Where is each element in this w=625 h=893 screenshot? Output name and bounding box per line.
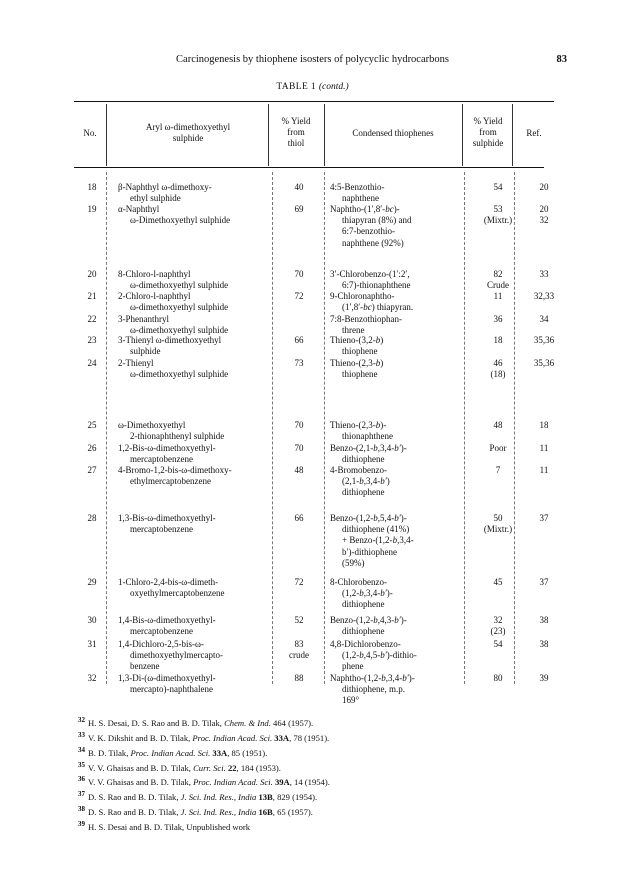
condensed-thiophene-line: 6:7-benzothio- [342,226,395,237]
aryl-sulphide-line: ω-dimethoxyethyl sulphide [130,369,229,380]
aryl-sulphide-line: 1,4-Dichloro-2,5-bis-ω- [118,639,204,649]
footnote-text: B. D. Tilak, Proc. Indian Acad. Sci. 33A, 85 (1951). [88,747,268,758]
body-divider [106,172,107,684]
yield-from-thiol: 73 [294,358,304,368]
condensed-thiophene-line: naphthene [342,193,379,204]
condensed-thiophene-line: 6:7)-thionaphthene [342,280,411,291]
row-number: 29 [87,577,97,587]
yield-from-sulphide: 7 [495,465,501,475]
aryl-sulphide-line: ethylmercaptobenzene [130,476,211,487]
table-caption-contd: (contd.) [318,82,349,92]
col-header-line: from [287,127,305,137]
condensed-thiophene-line: dithiophene [342,626,385,637]
yield-from-thiol: 70 [294,420,304,430]
row-number: 30 [87,615,97,625]
footnote-number: 34 [78,745,85,754]
row-number: 26 [87,443,97,453]
col-header-condensed: Condensed thiophenes [352,128,434,138]
condensed-thiophene-line: Benzo-(1,2-b,5,4-b′)- [330,513,407,523]
yield-from-sulphide: 18 [493,335,503,345]
condensed-thiophene-line: Benzo-(2,1-b,3,4-b′)- [330,443,407,453]
page-number: 83 [556,54,567,65]
footnote [78,818,558,833]
condensed-thiophene-line: Benzo-(1,2-b,4,3-b′)- [330,615,407,625]
col-header-aryl-line: sulphide [172,133,204,143]
reference-number: 18 [539,420,549,430]
row-number: 24 [87,358,97,368]
yield-from-sulphide: 45 [493,577,503,587]
condensed-thiophene-line: 4:5-Benzothio- [330,182,385,192]
footnote-number: 37 [78,790,85,799]
footnote-text: D. S. Rao and B. D. Tilak, J. Sci. Ind. Res., India 13B, 829 (1954). [88,792,318,803]
reference-number: 20 [539,204,549,214]
row-number: 32 [87,673,97,683]
reference-number: 20 [539,182,549,192]
yield-from-thiol: 83 [294,639,304,649]
condensed-thiophene-line: 4-Bromobenzo- [330,465,387,475]
aryl-sulphide-line: 2-Chloro-l-naphthyl [118,291,191,301]
yield-from-thiol: 69 [294,204,304,214]
footnote [78,803,558,818]
aryl-sulphide-line: benzene [130,661,160,672]
reference-number: 37 [539,577,549,587]
header-divider [106,104,107,166]
yield-from-thiol: 70 [294,443,304,453]
reference-number: 35,36 [533,335,555,345]
condensed-thiophene-line: + Benzo-(1,2-b,3,4- [342,535,414,546]
condensed-thiophene-line: Naphtho-(1′,8′-bc)- [330,204,400,214]
reference-number: 32,33 [533,291,555,301]
col-header-aryl-line: Aryl ω-dimethoxyethyl [145,122,231,132]
footnote-text: V. K. Dikshit and B. D. Tilak, Proc. Indian Acad. Sci. 33A, 78 (1951). [88,732,330,743]
reference-number: 11 [539,443,549,453]
condensed-thiophene-line: dithiophene [342,454,385,465]
condensed-thiophene-line: dithiophene [342,599,385,610]
yield-from-thiol: 88 [294,673,304,683]
reference-number: 35,36 [533,358,555,368]
condensed-thiophene-line: 7:8-Benzothiophan- [330,314,402,324]
aryl-sulphide-line: 1,3-Bis-ω-dimethoxyethyl- [118,513,216,523]
yield-from-sulphide: 82 [493,269,503,279]
col-header-no: No. [83,128,97,138]
condensed-thiophene-line: thiophene [342,346,378,357]
condensed-thiophene-line: threne [342,325,365,336]
condensed-thiophene-line: Naphtho-(1,2-b,3,4-b′)- [330,673,415,683]
table-caption-label: TABLE 1 [276,82,317,92]
yield-from-sulphide: (Mixtr.) [483,215,513,226]
aryl-sulphide-line: sulphide [130,346,161,357]
col-header-line: % Yield [473,116,503,126]
reference-number: 37 [539,513,549,523]
yield-from-thiol: 72 [294,577,304,587]
table-top-rule [74,101,554,102]
aryl-sulphide-line: mercaptobenzene [130,524,193,535]
condensed-thiophene-line: (59%) [342,557,365,568]
footnote-number: 36 [78,775,85,784]
row-number: 19 [87,204,97,214]
aryl-sulphide-line: 2-Thienyl [118,358,154,368]
yield-from-thiol: 66 [294,513,304,523]
aryl-sulphide-line: 1,4-Bis-ω-dimethoxyethyl- [118,615,216,625]
col-header-yield-thiol [268,116,324,149]
footnote-number: 33 [78,730,85,739]
condensed-thiophene-line: thiophene [342,369,378,380]
yield-from-thiol: 40 [294,182,304,192]
yield-from-sulphide: 46 [493,358,503,368]
footnote-number: 32 [78,716,85,724]
condensed-thiophene-line: 169° [342,695,360,706]
footnote [78,759,558,774]
aryl-sulphide-line: 8-Chloro-l-naphthyl [118,269,191,279]
yield-from-sulphide: Poor [489,443,507,453]
yield-from-sulphide: 53 [493,204,503,214]
aryl-sulphide-line: 1,3-Di-(ω-dimethoxyethyl- [118,673,216,683]
footnote [78,744,558,759]
condensed-thiophene-line: dithiophene (41%) [342,524,410,535]
condensed-thiophene-line: naphthene (92%) [342,237,404,248]
condensed-thiophene-line: (1,2-b,3,4-b′)- [342,588,393,599]
aryl-sulphide-line: 2-thionaphthenyl sulphide [130,431,225,442]
aryl-sulphide-line: 3-Phenanthryl [118,314,169,324]
yield-from-thiol: 70 [294,269,304,279]
footnote [78,729,558,744]
yield-from-thiol: crude [289,650,309,661]
yield-from-thiol: 72 [294,291,304,301]
running-title: Carcinogenesis by thiophene isosters of polycyclic hydrocarbons [176,54,449,65]
condensed-thiophene-line: Thieno-(3,2-b) [330,335,384,345]
condensed-thiophene-line: thionaphthene [342,431,393,442]
row-number: 18 [87,182,97,192]
yield-from-sulphide: 54 [493,639,503,649]
footnote-number: 35 [78,760,85,769]
condensed-thiophene-line: Thieno-(2,3-b)- [330,420,387,430]
condensed-thiophene-line: (2,1-b,3,4-b′) [342,476,390,487]
col-header-line: sulphide [472,138,504,148]
row-number: 21 [87,291,97,301]
yield-from-thiol: 52 [294,615,304,625]
row-number: 23 [87,335,97,345]
condensed-thiophene-line: b′)-dithiophene [342,546,397,557]
aryl-sulphide-line: ω-Dimethoxyethyl sulphide [130,215,231,226]
aryl-sulphide-line: 4-Bromo-1,2-bis-ω-dimethoxy- [118,465,232,475]
reference-number: 34 [539,314,549,324]
footnote-number: 39 [78,820,85,829]
aryl-sulphide-line: 3-Thienyl ω-dimethoxyethyl [118,335,222,345]
aryl-sulphide-line: mercaptobenzene [130,626,193,637]
condensed-thiophene-line: phene [342,661,364,672]
reference-number: 11 [539,465,549,475]
footnote [78,788,558,803]
row-number: 28 [87,513,97,523]
aryl-sulphide-line: dimethoxyethylmercapto- [130,650,223,661]
yield-from-sulphide: 54 [493,182,503,192]
aryl-sulphide-line: ω-Dimethoxyethyl [118,420,186,430]
yield-from-sulphide: Crude [487,280,509,291]
row-number: 31 [87,639,97,649]
condensed-thiophene-line: dithiophene, m.p. [342,684,405,695]
yield-from-sulphide: 36 [493,314,503,324]
aryl-sulphide-line: ω-dimethoxyethyl sulphide [130,280,229,291]
condensed-thiophene-line: 8-Chlorobenzo- [330,577,387,587]
yield-from-thiol: 66 [294,335,304,345]
condensed-thiophene-line: thiapyran (8%) and [342,215,412,226]
col-header-line: % Yield [281,116,311,126]
condensed-thiophene-line: (1′,8′-bc) thiapyran. [342,302,414,313]
col-header-line: from [479,127,497,137]
reference-number: 33 [539,269,549,279]
reference-number: 38 [539,639,549,649]
col-header-yield-sulphide [462,116,514,149]
footnote-number: 38 [78,805,85,814]
footnote [78,714,558,729]
aryl-sulphide-line: β-Naphthyl ω-dimethoxy- [118,182,212,192]
yield-from-sulphide: 32 [493,615,503,625]
condensed-thiophene-line: (1,2-b,4,5-b′)-dithio- [342,650,417,661]
row-number: 22 [87,314,97,324]
table-caption [0,82,625,92]
yield-from-sulphide: 50 [493,513,503,523]
body-divider [324,172,325,684]
row-number: 20 [87,269,97,279]
aryl-sulphide-line: mercaptobenzene [130,454,193,465]
condensed-thiophene-line: 9-Chloronaphtho- [330,291,395,301]
condensed-thiophene-line: Thieno-(2,3-b) [330,358,384,368]
footnote-text: V. V. Ghaisas and B. D. Tilak, Curr. Sci. 22, 184 (1953). [88,762,281,773]
col-header-line: thiol [287,138,305,148]
reference-number: 32 [539,215,549,226]
footnote-text: V. V. Ghaisas and B. D. Tilak, Proc. Indian Acad. Sci. 39A, 14 (1954). [88,777,330,788]
row-number: 25 [87,420,97,430]
aryl-sulphide-line: 1-Chloro-2,4-bis-ω-dimeth- [118,577,219,587]
yield-from-sulphide: (23) [490,626,506,637]
footnote-text: H. S. Desai, D. S. Rao and B. D. Tilak, Chem. & Ind. 464 (1957). [88,717,314,728]
col-header-ref: Ref. [526,128,542,138]
condensed-thiophene-line: 3′-Chlorobenzo-(1′:2′, [330,269,410,279]
condensed-thiophene-line: 4,8-Dichlorobenzo- [330,639,401,649]
aryl-sulphide-line: oxyethylmercaptobenzene [130,588,225,599]
yield-from-sulphide: 11 [493,291,503,301]
yield-from-sulphide: (Mixtr.) [483,524,513,535]
reference-number: 39 [539,673,549,683]
yield-from-sulphide: (18) [490,369,506,380]
reference-number: 38 [539,615,549,625]
footnotes [78,714,558,833]
aryl-sulphide-line: mercapto)-naphthalene [130,684,213,695]
table-header-rule [74,167,544,168]
yield-from-sulphide: 48 [493,420,503,430]
row-number: 27 [87,465,97,475]
aryl-sulphide-line: 1,2-Bis-ω-dimethoxyethyl- [118,443,216,453]
aryl-sulphide-line: ω-dimethoxyethyl sulphide [130,302,229,313]
yield-from-sulphide: 80 [493,673,503,683]
footnote-text: D. S. Rao and B. D. Tilak, J. Sci. Ind. Res., India 16B, 65 (1957). [88,807,313,818]
aryl-sulphide-line: α-Naphthyl [118,204,160,214]
footnote [78,773,558,788]
aryl-sulphide-line: ω-dimethoxyethyl sulphide [130,325,229,336]
yield-from-thiol: 48 [294,465,304,475]
col-header-aryl [108,122,268,144]
condensed-thiophene-line: dithiophene [342,487,385,498]
aryl-sulphide-line: ethyl sulphide [130,193,181,204]
footnote-text: H. S. Desai and B. D. Tilak, Unpublished work [88,821,251,832]
